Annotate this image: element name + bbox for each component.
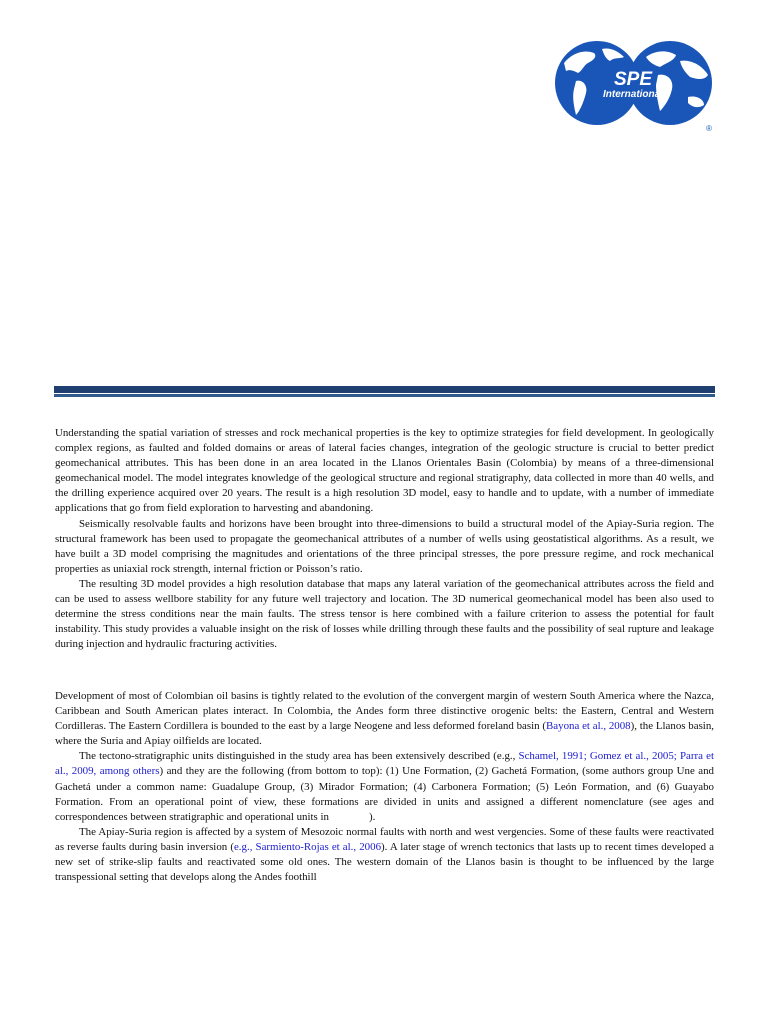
intro-p2-text-a: The tectono-stratigraphic units distinguished in the study area has been extensively described (e.g.,: [79, 750, 519, 763]
intro-p2-text-c: ).: [368, 810, 376, 823]
intro-paragraph-2: [55, 749, 714, 824]
abstract-paragraph-1: Understanding the spatial variation of stresses and rock mechanical properties is the key to optimize strategies for field development. In geologically complex regions, as faulted and folded domains or areas of lateral facies changes, integration of the geologic structure is crucial to better predict geomechanical attributes. This has been done in an area located in the Llanos Orientales Basin (Colombia) by means of a three-dimensional geomechanical model. The model integrates knowledge of the geological structure and regional stratigraphy, data collected in more than 40 wells, and the drilling experience acquired over 20 years. The result is a high resolution 3D model, easy to handle and to update, with a number of immediate applications that go from field exploration to harvesting and abandoning.: [55, 427, 714, 515]
abstract-paragraph-2: Seismically resolvable faults and horizons have been brought into three-dimensions to build a structural model of the Apiay-Suria region. The structural framework has been used to propagate the geomechanical attributes of a number of wells using geostatistical algorithms. As a result, we have built a 3D model comprising the magnitudes and orientations of the three principal stresses, the pore pressure regime, and rock mechanical properties as uniaxial rock strength, internal friction or Poisson’s ratio.: [55, 517, 714, 575]
intro-paragraph-3: [55, 825, 714, 885]
abstract-section: [55, 426, 714, 652]
abstract-paragraph-3: The resulting 3D model provides a high resolution database that maps any lateral variation of the geomechanical attributes across the field and can be used to assess wellbore stability for any future well trajectory and location. The 3D numerical geomechanical model has been also used to determine the stress conditions near the main faults. The stress tensor is here combined with a failure criterion to assess the potential for fault instability. This study provides a valuable insight on the risk of losses while drilling through these faults and the possibility of seal rupture and leakage during injection and hydraulic fracturing activities.: [55, 577, 714, 651]
header-rule: [54, 386, 715, 397]
logo-text-international: International: [602, 89, 664, 100]
introduction-section: [55, 689, 714, 885]
intro-p2-text-b: ) and they are the following (from bottom to top): (1) Une Formation, (2) Gachetá Formation, (some authors group Une and Gachetá under a common name: Guadalupe Group, (3) Mirador Formation; (4) Carbonera Formation; (5) León Formation, and (6) Guayabo Formation. From an operational point of view, these formations are divided in units and assigned a different nomenclature (see ages and correspondences between stratigraphic and operational units in: [55, 765, 715, 823]
citation-sarmiento-rojas-2006[interactable]: e.g., Sarmiento-Rojas et al., 2006: [233, 840, 382, 853]
intro-p3-text-a: The Apiay-Suria region is affected by a system of Mesozoic normal faults with north and west vergencies. Some of these faults were reactivated as reverse faults during basin inversion (: [55, 825, 714, 853]
intro-paragraph-1: [55, 689, 714, 749]
intro-p1-text-b: ), the Llanos basin, where the Suria and Apiay oilfields are located.: [55, 720, 714, 748]
intro-p1-text-a: Development of most of Colombian oil basins is tightly related to the evolution of the convergent margin of western South America where the Nazca, Caribbean and South American plates interact. In Colombia, the Andes form three distinctive orogenic belts: the Eastern, Central and Western Cordilleras. The Eastern Cordillera is bounded to the east by a large Neogene and less deformed foreland basin (: [55, 690, 714, 733]
intro-p3-text-b: ). A later stage of wrench tectonics that lasts up to recent times developed a new set of strike-slip faults and reactivated some old ones. The western domain of the Llanos basin is thought to be influenced by the large transpessional setting that develops along the Andes foothill: [55, 840, 714, 884]
registered-mark: ®: [706, 124, 712, 133]
spe-international-logo: [554, 41, 717, 133]
logo-text-spe: SPE: [613, 69, 653, 90]
citation-schamel-gomez-parra[interactable]: Schamel, 1991; Gomez et al., 2005; Parra et al., 2009, among others: [55, 750, 714, 778]
citation-bayona-2008[interactable]: Bayona et al., 2008: [546, 720, 631, 733]
